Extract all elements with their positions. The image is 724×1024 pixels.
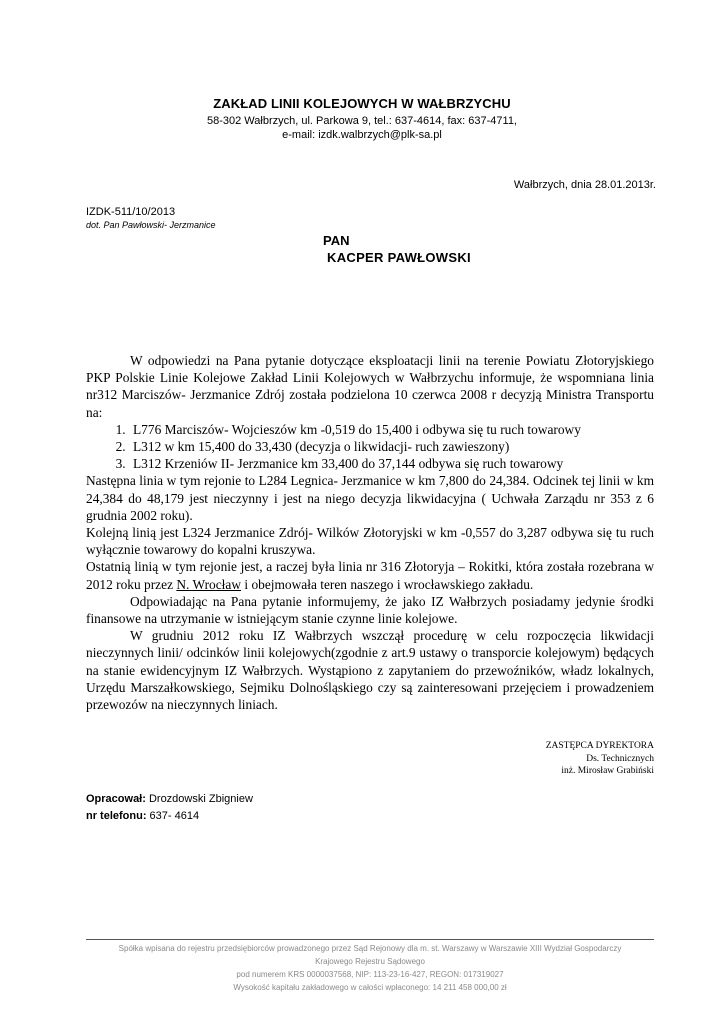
signature-name: inż. Mirosław Grabiński	[561, 766, 654, 776]
company-email: e-mail: izdk.walbrzych@plk-sa.pl	[282, 129, 442, 141]
body-paragraph-l284: Następna linia w tym rejonie to L284 Legnica- Jerzmanice w km 7,800 do 24,384. Odcinek tej linii w km 24,384 do 48,179 jest nieczynny i jest na niego decyzja likwidacyjna ( Uchwała Zarządu nr 353 z 6 grudnia 2002 roku).	[86, 473, 654, 523]
list-item: 1. L776 Marciszów- Wojcieszów km -0,519 do 15,400 i odbywa się tu ruch towarowy	[129, 421, 654, 438]
body-paragraph-l324: Kolejną linią jest L324 Jerzmanice Zdrój- Wilków Złotoryjski w km -0,557 do 3,287 odbywa się tu ruch wyłącznie towarowy do kopalni kruszywa.	[86, 525, 654, 558]
signature-department: Ds. Technicznych	[586, 753, 654, 764]
body-paragraph-l316	[86, 558, 654, 592]
phone-label: nr telefonu:	[86, 810, 147, 822]
footer-registry-name: Krajowego Rejestru Sądowego	[315, 957, 425, 966]
addressee-salutation: PAN	[323, 233, 350, 248]
phone-number	[86, 810, 199, 822]
body-paragraph-funding: Odpowiadając na Pana pytanie informujemy, że jako IZ Wałbrzych posiadamy jedynie środki finansowe na utrzymanie w istniejącym stanie czynne linie kolejowe.	[86, 593, 654, 627]
signature-block	[546, 740, 654, 778]
body-paragraph-intro: W odpowiedzi na Pana pytanie dotyczące eksploatacji linii na terenie Powiatu Złotoryjskiego PKP Polskie Linie Kolejowe Zakład Linii Kolejowych w Wałbrzychu informuje, że wspomniana linia nr312 Marciszów- Jerzmanice Zdrój została podzielona 10 czerwca 2008 r decyzją Ministra Transportu na:	[86, 353, 654, 420]
letter-date: Wałbrzych, dnia 28.01.2013r.	[513, 179, 656, 191]
list-item: 3. L312 Krzeniów II- Jerzmanice km 33,400 do 37,144 odbywa się ruch towarowy	[129, 455, 654, 472]
phone-value: 637- 4614	[146, 810, 200, 822]
prepared-by-value: Drozdowski Zbigniew	[145, 793, 253, 805]
footer-registry-line: Spółka wpisana do rejestru przedsiębiorców prowadzonego przez Sąd Rejonowy dla m. st. Warszawy w Warszawie XIII Wydział Gospodarczy	[118, 944, 622, 953]
l316-text-end: i obejmowała teren naszego i wrocławskiego zakładu.	[241, 576, 534, 592]
reference-number: IZDK-511/10/2013	[86, 206, 176, 218]
addressee	[323, 232, 471, 266]
l316-text-start: Ostatnią linią w tym rejonie jest, a raczej była linia nr 316 Złotoryja – Rokitki, która została rozebrana w 2012 roku przez	[86, 559, 654, 592]
company-address: 58-302 Wałbrzych, ul. Parkowa 9, tel.: 637-4614, fax: 637-4711,	[206, 115, 517, 127]
prepared-by	[86, 793, 253, 805]
letter-body	[86, 352, 654, 713]
addressee-name: KACPER PAWŁOWSKI	[327, 250, 471, 265]
footer-divider	[86, 939, 654, 940]
footer-identifiers: pod numerem KRS 0000037568, NIP: 113-23-16-427, REGON: 017319027	[236, 970, 504, 979]
reference-concerning: dot. Pan Pawłowski- Jerzmanice	[86, 220, 216, 230]
list-item: 2. L312 w km 15,400 do 33,430 (decyzja o likwidacji- ruch zawieszony)	[129, 438, 654, 455]
wroclaw-link[interactable]: N. Wrocław	[176, 576, 242, 592]
signature-title: ZASTĘPCA DYREKTORA	[545, 741, 654, 751]
company-name: ZAKŁAD LINII KOLEJOWYCH W WAŁBRZYCHU	[213, 96, 511, 111]
prepared-by-label: Opracował:	[86, 793, 146, 805]
company-footer	[86, 942, 654, 994]
line-list	[86, 421, 654, 473]
body-paragraph-liquidation: W grudniu 2012 roku IZ Wałbrzych wszczął procedurę w celu rozpoczęcia likwidacji nieczynnych linii/ odcinków linii kolejowych(zgodnie z art.9 ustawy o transporcie kolejowym) będących na stanie ewidencyjnym IZ Wałbrzych. Wystąpiono z zapytaniem do przewoźników, władz lokalnych, Urzędu Marszałkowskiego, Sejmiku Dolnośląskiego czy są zainteresowani przejęciem i prowadzeniem przewozów na nieczynnych liniach.	[86, 628, 654, 713]
footer-capital: Wysokość kapitału zakładowego w całości wpłaconego: 14 211 458 000,00 zł	[233, 983, 507, 992]
